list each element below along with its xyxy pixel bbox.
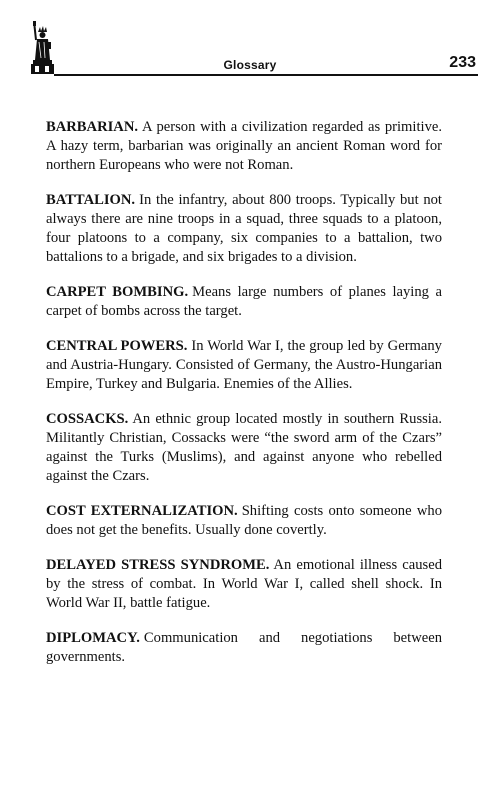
entry-definition: An ethnic group located mostly in southern Russia. Militantly Christian, Cossacks were “the sword arm of the Czars” against the Turks (Muslims), and against anyone who rebelled against the Czars. bbox=[46, 411, 442, 484]
glossary-entry-barbarian bbox=[46, 118, 442, 175]
entry-definition: Means large numbers of planes laying a carpet of bombs across the target. bbox=[46, 284, 442, 319]
entry-term: DELAYED STRESS SYNDROME. bbox=[46, 557, 270, 573]
entry-definition: In World War I, the group led by Germany and Austria-Hungary. Consisted of Germany, the Austro-Hungarian Empire, Turkey and Bulgaria. Enemies of the Allies. bbox=[46, 338, 442, 392]
page-number: 233 bbox=[449, 54, 476, 71]
entry-term: BARBARIAN. bbox=[46, 119, 139, 135]
section-title: Glossary bbox=[223, 58, 277, 72]
entry-term: BATTALION. bbox=[46, 192, 136, 208]
entry-definition: Communication and negotiations between governments. bbox=[46, 630, 442, 665]
header-rule bbox=[54, 74, 478, 76]
entry-term: CENTRAL POWERS. bbox=[46, 338, 188, 354]
entry-definition: A person with a civilization regarded as primitive. A hazy term, barbarian was originally an ancient Roman word for northern Europeans who were not Roman. bbox=[46, 119, 442, 173]
glossary-entry-battalion bbox=[46, 191, 442, 267]
page-header bbox=[20, 18, 480, 82]
entry-term: COSSACKS. bbox=[46, 411, 129, 427]
entry-term: DIPLOMACY. bbox=[46, 630, 140, 646]
glossary-entry-central-powers bbox=[46, 337, 442, 394]
glossary-entry-cost-externalization bbox=[46, 502, 442, 540]
glossary-entry-diplomacy bbox=[46, 629, 442, 667]
glossary-entries bbox=[46, 118, 442, 683]
glossary-entry-carpet-bombing bbox=[46, 283, 442, 321]
entry-definition: An emotional illness caused by the stress of combat. In World War I, called shell shock. In World War II, battle fatigue. bbox=[46, 557, 443, 611]
glossary-entry-cossacks bbox=[46, 410, 442, 486]
glossary-entry-delayed-stress-syndrome bbox=[46, 556, 442, 613]
entry-term: CARPET BOMBING. bbox=[46, 284, 189, 300]
entry-term: COST EXTERNALIZATION. bbox=[46, 503, 238, 519]
entry-definition: Shifting costs onto someone who does not get the benefits. Usually done covertly. bbox=[46, 503, 442, 538]
entry-definition: In the infantry, about 800 troops. Typically but not always there are nine troops in a squad, three squads to a platoon, four platoons to a company, six companies to a battalion, two battalions to a brigade, and six brigades to a division. bbox=[46, 192, 442, 265]
